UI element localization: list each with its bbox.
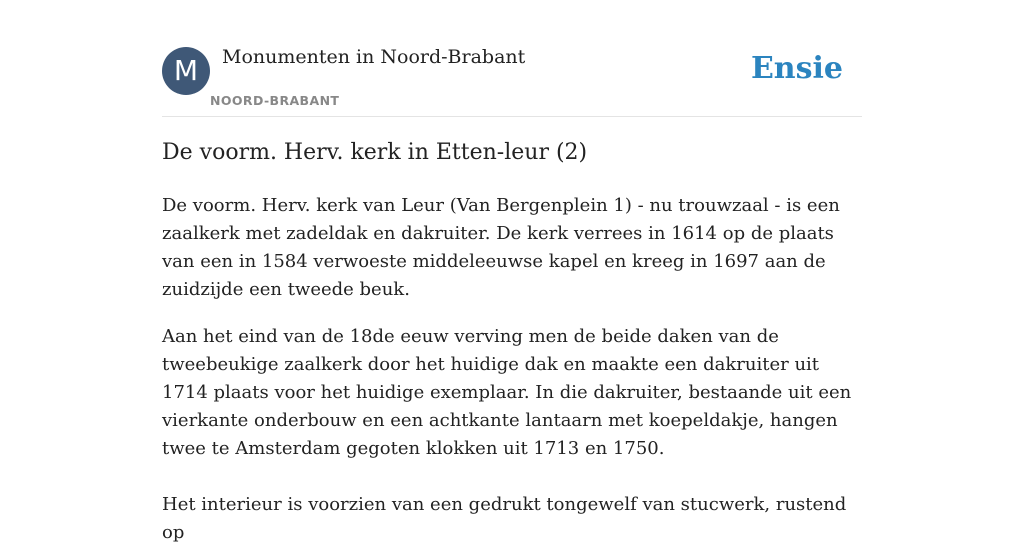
article-paragraph: Aan het eind van de 18de eeuw verving men de beide daken van de tweebeukige zaalkerk door het huidige dak en maakte een dakruiter uit 1714 plaats voor het huidige exemplaar. In die dakruiter, bestaande uit een vierkante onderbouw en een achtkante lantaarn met koepeldakje, hangen twee te Amsterdam gegoten klokken uit 1713 en 1750. — [162, 326, 852, 459]
ensie-logo[interactable]: Ensie — [750, 51, 843, 86]
article-paragraph: Het interieur is voorzien van een gedrukt tongewelf van stucwerk, rustend op — [162, 494, 847, 543]
source-category[interactable]: NOORD-BRABANT — [210, 93, 340, 108]
article-paragraph: De voorm. Herv. kerk van Leur (Van Bergenplein 1) - nu trouwzaal - is een zaalkerk met zadeldak en dakruiter. De kerk verrees in 1614 op de plaats van een in 1584 verwoeste middeleeuwse kapel en kreeg in 1697 aan de zuidzijde een tweede beuk. — [162, 195, 840, 300]
article-body — [162, 192, 862, 547]
header — [162, 40, 862, 117]
article-title: De voorm. Herv. kerk in Etten-leur (2) — [162, 140, 588, 165]
avatar[interactable]: M — [162, 47, 210, 95]
source-title[interactable]: Monumenten in Noord-Brabant — [222, 46, 526, 68]
